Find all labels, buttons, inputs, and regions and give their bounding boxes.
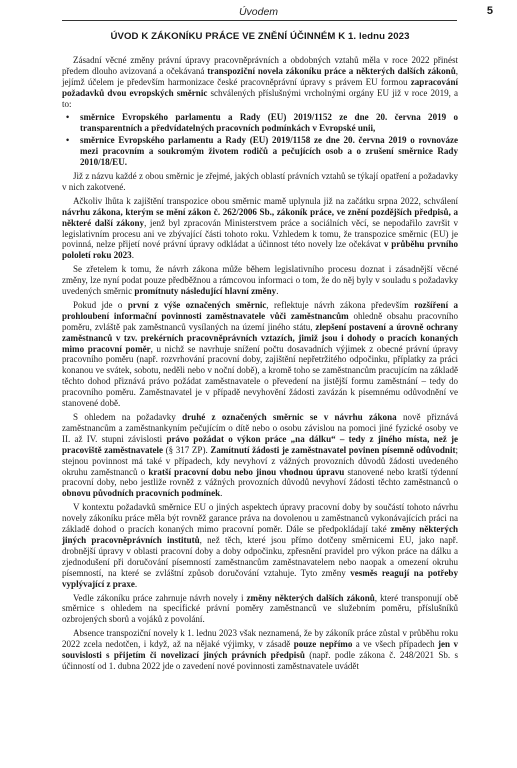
bold-text: směrnice Evropského parlamentu a Rady (EU) 2019/1158 ze dne 20. června 2019 o rovnováze mezi pracovním a soukromým životem rodičů a pečujících osob a o zrušení směrnice Rady 2010/18/EU. <box>80 135 458 168</box>
text-run: , u nichž se navrhuje snížení počtu dosavadních výjimek z obecné právní úpravy pracovního poměru (např. rozvrhování pracovní doby, zajištění nepřetržitého odpočinku, příplatky za práci konanou ve svátek, sobotu, neděli nebo v noční době), a kromě toho se zaměstnancům pracujícím na základě těchto dohod přiznává právo požádat zaměstnavatele o převedení na jistější formu zaměstnání – tedy do pracovního poměru. Zaměstnavatel je v případě nevyhovění žádosti zavázán k písemnému odůvodnění ve stanovené době. <box>62 343 458 409</box>
bold-text: Zamítnutí žádosti je zaměstnavatel povinen písemně odůvodnit <box>210 444 456 455</box>
bold-text: jen v souvislosti s přijetím či novelizací jiných právních předpisů <box>62 639 458 661</box>
paragraph <box>62 55 458 110</box>
page-number: 5 <box>486 5 493 17</box>
paragraph <box>62 264 458 297</box>
bold-text: pouze nepřímo <box>293 639 353 650</box>
chapter-heading: ÚVOD K ZÁKONÍKU PRÁCE VE ZNĚNÍ ÚČINNÉM K 1. lednu 2023 <box>110 31 410 42</box>
text-run: . <box>220 488 223 499</box>
paragraph <box>62 412 458 499</box>
text-run: a ve všech případech <box>352 639 439 650</box>
text-run: , než těch, které jsou přímo dotčeny směrnicemi EU, jako např. drobnější úpravy v oblasti pracovní doby a doby odpočinku, zpřesnění pravidel pro výkon práce na dálku a zjednodušení při doručování písemností zaměstnancům zaměstnavatelem nebo naopak a omezení okruhu písemností, na které se zvláštní způsob doručování vztahuje. Tyto změny <box>62 534 458 578</box>
bold-text: zapracování požadavků dvou evropských směrnic <box>62 76 458 98</box>
text-run: , jejímž účelem je především harmonizace české pracovněprávní úpravy s právem EU formou <box>62 65 458 87</box>
text-run: , které transponují obě směrnice s ohledem na specifické právní poměry zaměstnanců ve služebním poměru, příslušníků ozbrojených sborů a vojáků z povolání. <box>62 592 458 625</box>
paragraph <box>62 593 458 626</box>
text-run: ohledně obsahu pracovního poměru, zvláště pak zaměstnanců vysílaných na území jiného státu, <box>62 310 458 332</box>
bold-text: rozšíření a prohloubení informační povinnosti zaměstnavatele vůči zaměstnancům <box>62 299 458 321</box>
text-run: , jenž byl zpracován Ministerstvem práce a sociálních věcí, se nepodařilo završit v legislativním procesu ani ve zbývající části tohoto roku. Vzhledem k tomu, že transpozice směrnic (EU) je povinná, nelze přijetí nové právní úpravy odkládat a účinnost této novely lze očekávat <box>62 217 458 250</box>
text-run: schválených příslušnými vrcholnými orgány EU již v roce 2019, a to: <box>62 87 458 109</box>
text-run: . <box>276 286 279 297</box>
bold-text: v průběhu prvního pololetí roku 2023 <box>62 239 459 261</box>
bold-text: směrnice Evropského parlamentu a Rady (EU) 2019/1152 ze dne 20. června 2019 o transparentních a předvídatelných pracovních podmínkách v Evropské unii, <box>80 112 458 134</box>
text-run: stanovené nebo kratší týdenní pracovní doby, nebo jestliže rovněž z vážných provozních důvodů nevyhoví žádosti těchto zaměstnanců o <box>62 466 458 488</box>
paragraph <box>62 300 458 409</box>
text-run: Absence transpoziční novely k 1. lednu 2023 však neznamená, že by zákoník práce zůstal v průběhu roku 2022 zcela nedotčen, i když, až na nějaké výjimky, v zásadě <box>62 628 458 650</box>
running-header <box>0 0 517 22</box>
text-run: (§ 317 ZP). <box>163 444 211 455</box>
bold-text: zlepšení postavení a úrovně ochrany zaměstnanců v tzv. prekérních pracovněprávních vztazích, jimiž jsou i dohody o pracích konaných mimo pracovní poměr <box>62 321 458 354</box>
bold-text: obnovu původních pracovních podmínek <box>62 488 221 499</box>
bold-text: změny některých dalších zákonů <box>246 592 375 603</box>
directive-list <box>62 112 458 168</box>
text-run: V kontextu požadavků směrnice EU o jiných aspektech úpravy pracovní doby by součástí tohoto návrhu novely zákoníku práce měla být rovněž garance práva na dovolenou u zaměstnanců vykonávajících práci na základě dohod o pracích konaných mimo pracovní poměr. Dále se předpokládají také <box>62 502 458 535</box>
text-run: . <box>134 578 138 589</box>
list-item <box>62 112 458 134</box>
running-header-title: Úvodem <box>238 6 279 18</box>
text-run: nově přiznává zaměstnancům a zaměstnankyním pečujícím o dítě nebo o osobu závislou na pomoci jiné fyzické osoby ve II. až IV. stupni závislosti <box>62 412 458 444</box>
text-run: (např. podle zákona č. 248/2021 Sb. s účinností od 1. dubna 2022 jde o zavedení nové povinnosti zaměstnavatele uvádět <box>62 650 458 671</box>
text-run: ; stejnou povinnost má také v případech, kdy nevyhoví z vážných provozních důvodů žádosti uvedeného okruhu zaměstnanců o <box>62 444 458 477</box>
bullet-icon: • <box>66 112 70 123</box>
text-run: Pokud jde o <box>73 299 128 310</box>
bold-text: návrhu zákona, kterým se mění zákon č. 262/2006 Sb., zákoník práce, ve znění pozdějších předpisů, a některé další zákony <box>62 206 458 228</box>
text-run: Zásadní věcné změny právní úpravy pracovněprávních a obdobných vztahů měla v roce 2022 přinést předem dlouho avizovaná a očekávaná <box>62 54 458 76</box>
list-item <box>62 135 458 168</box>
bold-text: kratší pracovní dobu nebo jinou vhodnou úpravu <box>148 466 345 477</box>
bold-text: změny některých jiných pracovněprávních institutů <box>62 524 458 545</box>
bold-text: vesměs reagují na potřeby vyplývající z praxe <box>62 567 458 589</box>
bold-text: promítnuty následující hlavní změny <box>134 286 277 297</box>
paragraph <box>62 171 458 193</box>
intro-paragraphs <box>62 55 458 110</box>
text-run: , reflektuje návrh zákona především <box>266 299 415 310</box>
header-divider <box>62 20 457 21</box>
bold-text: druhé z označených směrnic se v návrhu zákona <box>182 412 397 422</box>
body-paragraphs <box>62 171 458 672</box>
paragraph <box>62 502 458 589</box>
bold-text: první z výše označených směrnic <box>127 299 267 310</box>
bold-text: právo požádat o výkon práce „na dálku“ – tedy z jiného místa, než je pracoviště zaměstnavatele <box>62 433 458 455</box>
text-run: Vedle zákoníku práce zahrnuje návrh novely i <box>73 592 247 603</box>
text-run: S ohledem na požadavky <box>73 412 183 422</box>
text-run: Již z názvu každé z obou směrnic je zřejmé, jakých oblastí právních vztahů se týkají opatření a požadavky v nich zakotvené. <box>62 170 458 192</box>
bullet-icon: • <box>66 135 70 146</box>
bold-text: transpoziční novela zákoníku práce a některých dalších zákonů <box>207 65 456 76</box>
text-run: Se zřetelem k tomu, že návrh zákona může během legislativního procesu doznat i zásadnější věcné změny, lze nyní podat pouze předběžnou a rámcovou informaci o tom, že do něj byly v souladu s požadavky uvedených směrnic <box>62 264 458 297</box>
paragraph <box>62 628 458 672</box>
page-body <box>62 32 458 675</box>
paragraph <box>62 196 458 261</box>
text-run: Ačkoliv lhůta k zajištění transpozice obou směrnic mamě uplynula již na začátku srpna 2022, schválení <box>73 195 458 206</box>
text-run: . <box>131 250 134 261</box>
